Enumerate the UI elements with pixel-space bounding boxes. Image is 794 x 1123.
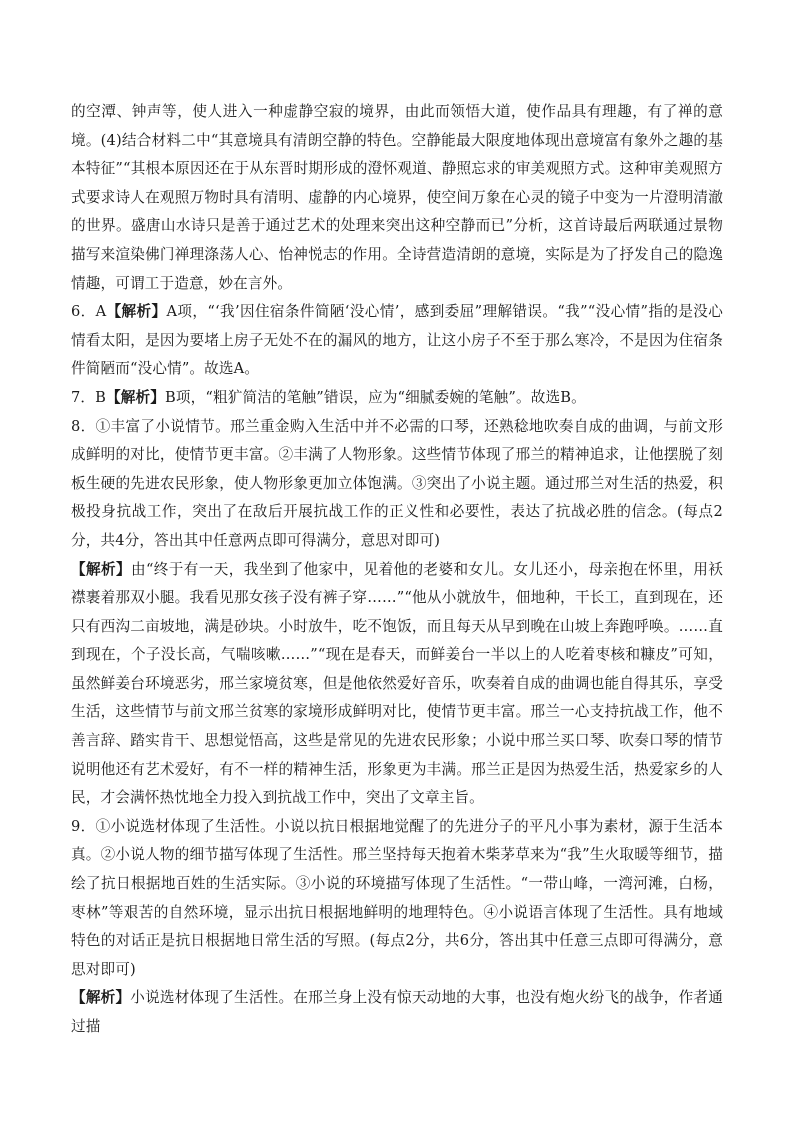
answer-7 [71,384,723,413]
answer-number: 9． [71,817,96,835]
analysis-tag: 【解析】 [106,388,166,406]
paragraph-text: A项，“‘我’因住宿条件简陋‘没心情’，感到委屈”理解错误。“我”“没心情”指的是没心情看太阳，是因为要堵上房子无处不在的漏风的地方，让这小房子不至于那么寒冷，不是因为住宿条件简陋而“没心情”。故选A。 [71,303,724,378]
paragraph-text: ①小说选材体现了生活性。小说以抗日根据地觉醒了的先进分子的平凡小事为素材，源于生活本真。②小说人物的细节描写体现了生活性。邢兰坚持每天抱着木柴茅草来为“我”生火取暖等细节，描绘了抗日根据地百姓的生活实际。③小说的环境描写体现了生活性。“一带山峰，一湾河滩，白杨，枣林”等艰苦的自然环境，显示出抗日根据地鲜明的地理特色。④小说语言体现了生活性。具有地域特色的对话正是抗日根据地日常生活的写照。(每点2分，共6分，答出其中任意三点即可得满分，意思对即可) [71,817,723,978]
paragraph-text: B项，“粗犷简洁的笔触”错误，应为“细腻委婉的笔触”。故选B。 [165,388,586,406]
answer-number: 6．A [71,303,107,321]
answer-8 [71,413,723,556]
answer-9-analysis [71,984,723,1041]
document-page [71,98,723,1042]
paragraph-text: 由“终于有一天，我坐到了他家中，见着他的老婆和女儿。女儿还小，母亲抱在怀里，用袄襟裹着那双小腿。我看见那女孩子没有裤子穿……”“他从小就放牛，佃地种，干长工，直到现在，还只有西沟二亩坡地，满是砂块。小时放牛，吃不饱饭，而且每天从早到晚在山坡上奔跑呼唤。……直到现在，个子没长高，气喘咳嗽……”“现在是春天，而鲜姜台一半以上的人吃着枣核和糠皮”可知，虽然鲜姜台环境恶劣，邢兰家境贫寒，但是他依然爱好音乐，吹奏着自成的曲调也能自得其乐，享受生活，这些情节与前文邢兰贫寒的家境形成鲜明对比，使情节更丰富。邢兰一心支持抗战工作，他不善言辞、踏实肯干、思想觉悟高，这些是常见的先进农民形象；小说中邢兰买口琴、吹奏口琴的情节说明他还有艺术爱好，有不一样的精神生活，形象更为丰满。邢兰正是因为热爱生活，热爱家乡的人民，才会满怀热忱地全力投入到抗战工作中，突出了文章主旨。 [71,560,723,807]
answer-number: 8． [71,417,96,435]
answer-8-analysis [71,556,723,813]
analysis-tag: 【解析】 [71,560,131,578]
paragraph-poem-analysis-continued [71,98,723,298]
answer-number: 7．B [71,388,107,406]
paragraph-text: ①丰富了小说情节。邢兰重金购入生活中并不必需的口琴，还熟稔地吹奏自成的曲调，与前文形成鲜明的对比，使情节更丰富。②丰满了人物形象。这些情节体现了邢兰的精神追求，让他摆脱了刻板生硬的先进农民形象，使人物形象更加立体饱满。③突出了小说主题。通过邢兰对生活的热爱，积极投身抗战工作，突出了在敌后开展抗战工作的正义性和必要性，表达了抗战必胜的信念。(每点2分，共4分，答出其中任意两点即可得满分，意思对即可) [71,417,723,549]
paragraph-text: 小说选材体现了生活性。在邢兰身上没有惊天动地的大事，也没有炮火纷飞的战争，作者通过描 [71,989,723,1035]
answer-9 [71,813,723,985]
analysis-tag: 【解析】 [71,989,131,1007]
paragraph-text: 的空潭、钟声等，使人进入一种虚静空寂的境界，由此而领悟大道，使作品具有理趣，有了禅的意境。(4)结合材料二中“其意境具有清朗空静的特色。空静能最大限度地体现出意境富有象外之趣的基本特征”“其根本原因还在于从东晋时期形成的澄怀观道、静照忘求的审美观照方式。这种审美观照方式要求诗人在观照万物时具有清明、虚静的内心境界，使空间万象在心灵的镜子中变为一片澄明清澈的世界。盛唐山水诗只是善于通过艺术的处理来突出这种空静而已”分析，这首诗最后两联通过景物描写来渲染佛门禅理涤荡人心、怡神悦志的作用。全诗营造清朗的意境，实际是为了抒发自己的隐逸情趣，可谓工于造意，妙在言外。 [71,103,723,292]
analysis-tag: 【解析】 [106,303,167,321]
answer-6 [71,298,723,384]
